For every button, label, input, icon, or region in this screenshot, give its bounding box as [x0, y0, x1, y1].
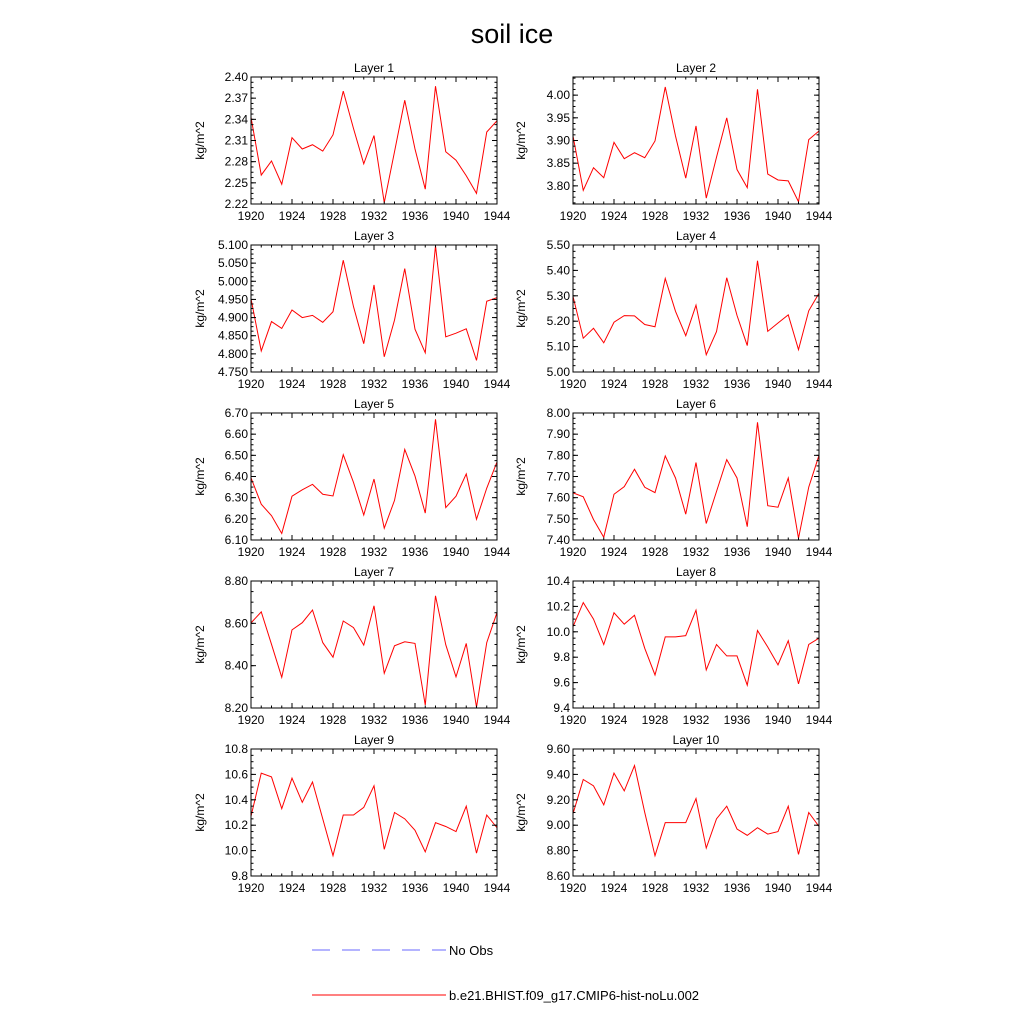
- x-tick-label: 1932: [682, 545, 710, 559]
- y-tick-label: 10.8: [224, 742, 248, 756]
- x-tick-label: 1928: [319, 881, 347, 895]
- x-tick-label: 1940: [442, 377, 470, 391]
- x-tick-label: 1944: [483, 881, 511, 895]
- plot-frame: [251, 581, 497, 708]
- x-tick-label: 1944: [805, 545, 833, 559]
- y-tick-label: 4.00: [546, 88, 570, 103]
- y-tick-label: 7.70: [546, 469, 570, 484]
- y-tick-label: 5.30: [546, 288, 570, 303]
- panel-layer-7: [193, 565, 511, 727]
- x-tick-label: 1936: [723, 713, 751, 727]
- y-tick-label: 4.750: [217, 365, 248, 379]
- x-tick-label: 1924: [600, 881, 628, 895]
- y-tick-label: 3.95: [546, 110, 570, 125]
- y-tick-label: 9.4: [553, 701, 570, 715]
- y-tick-label: 3.80: [546, 178, 570, 193]
- figure-title: soil ice: [470, 19, 554, 49]
- y-tick-label: 2.31: [224, 133, 248, 148]
- plot-frame: [251, 77, 497, 204]
- plot-frame: [251, 245, 497, 372]
- x-tick-label: 1924: [600, 377, 628, 391]
- y-tick-label: 5.00: [546, 365, 570, 379]
- x-tick-label: 1932: [360, 377, 388, 391]
- series-line: [573, 603, 819, 686]
- x-tick-label: 1940: [442, 713, 470, 727]
- y-tick-label: 2.28: [224, 154, 248, 169]
- x-tick-label: 1924: [600, 209, 628, 223]
- y-axis-label: kg/m^2: [514, 625, 528, 664]
- y-axis-label: kg/m^2: [193, 457, 207, 496]
- x-tick-label: 1920: [559, 377, 587, 391]
- x-tick-label: 1928: [319, 209, 347, 223]
- x-tick-label: 1920: [559, 881, 587, 895]
- y-tick-label: 8.20: [224, 701, 248, 715]
- x-tick-label: 1928: [641, 545, 669, 559]
- x-tick-label: 1920: [237, 377, 265, 391]
- series-line: [251, 419, 497, 533]
- x-tick-label: 1936: [401, 713, 429, 727]
- panel-title: Layer 6: [675, 397, 717, 411]
- panel-title: Layer 5: [353, 397, 395, 411]
- y-tick-label: 8.60: [224, 616, 248, 631]
- x-tick-label: 1936: [723, 209, 751, 223]
- panel-title: Layer 8: [675, 565, 717, 579]
- legend-label-model-run: b.e21.BHIST.f09_g17.CMIP6-hist-noLu.002: [449, 988, 700, 1003]
- y-tick-label: 9.60: [546, 742, 570, 756]
- panel-title: Layer 10: [672, 733, 720, 747]
- y-tick-label: 8.80: [546, 843, 570, 858]
- y-tick-label: 10.4: [224, 792, 248, 807]
- x-tick-label: 1920: [237, 209, 265, 223]
- x-tick-label: 1936: [723, 377, 751, 391]
- panel-title: Layer 9: [353, 733, 395, 747]
- y-tick-label: 10.4: [546, 574, 570, 588]
- x-tick-label: 1932: [682, 209, 710, 223]
- plot-frame: [573, 413, 819, 540]
- x-tick-label: 1932: [682, 881, 710, 895]
- panel-layer-5: [193, 397, 511, 559]
- y-tick-label: 2.40: [224, 70, 248, 84]
- x-tick-label: 1932: [682, 377, 710, 391]
- x-tick-label: 1944: [483, 545, 511, 559]
- y-axis-label: kg/m^2: [193, 289, 207, 328]
- x-tick-label: 1920: [559, 545, 587, 559]
- x-tick-label: 1940: [764, 377, 792, 391]
- series-line: [251, 86, 497, 202]
- legend: [312, 943, 699, 1003]
- panel-title: Layer 2: [675, 61, 717, 75]
- y-tick-label: 8.00: [546, 406, 570, 420]
- y-tick-label: 9.6: [553, 675, 570, 690]
- y-tick-label: 6.50: [224, 448, 248, 463]
- series-line: [251, 773, 497, 856]
- series-line: [573, 87, 819, 202]
- y-tick-label: 2.22: [224, 197, 248, 211]
- x-tick-label: 1928: [319, 545, 347, 559]
- x-tick-label: 1944: [483, 377, 511, 391]
- x-tick-label: 1920: [237, 881, 265, 895]
- y-tick-label: 4.900: [217, 310, 248, 325]
- y-tick-label: 5.50: [546, 238, 570, 252]
- panel-layer-3: [193, 229, 511, 391]
- x-tick-label: 1920: [237, 713, 265, 727]
- x-tick-label: 1928: [641, 209, 669, 223]
- x-tick-label: 1932: [360, 545, 388, 559]
- x-tick-label: 1924: [600, 545, 628, 559]
- y-tick-label: 10.0: [224, 843, 248, 858]
- y-tick-label: 4.950: [217, 292, 248, 307]
- y-tick-label: 8.40: [224, 658, 248, 673]
- y-tick-label: 2.34: [224, 112, 248, 127]
- y-tick-label: 9.20: [546, 792, 570, 807]
- x-tick-label: 1928: [319, 713, 347, 727]
- y-tick-label: 9.40: [546, 767, 570, 782]
- plot-frame: [573, 245, 819, 372]
- y-tick-label: 6.20: [224, 511, 248, 526]
- x-tick-label: 1940: [764, 713, 792, 727]
- x-tick-label: 1944: [805, 377, 833, 391]
- y-axis-label: kg/m^2: [193, 793, 207, 832]
- x-tick-label: 1932: [682, 713, 710, 727]
- y-tick-label: 7.80: [546, 448, 570, 463]
- x-tick-label: 1924: [278, 545, 306, 559]
- x-tick-label: 1932: [360, 881, 388, 895]
- y-tick-label: 6.60: [224, 427, 248, 442]
- y-tick-label: 5.000: [217, 274, 248, 289]
- x-tick-label: 1944: [805, 209, 833, 223]
- panel-layer-1: [193, 61, 511, 223]
- x-tick-label: 1936: [723, 545, 751, 559]
- x-tick-label: 1924: [278, 713, 306, 727]
- x-tick-label: 1936: [401, 545, 429, 559]
- y-tick-label: 10.2: [546, 599, 570, 614]
- y-axis-label: kg/m^2: [193, 625, 207, 664]
- y-tick-label: 7.40: [546, 533, 570, 547]
- x-tick-label: 1944: [483, 713, 511, 727]
- y-tick-label: 6.30: [224, 490, 248, 505]
- x-tick-label: 1940: [764, 545, 792, 559]
- y-tick-label: 2.37: [224, 91, 248, 106]
- x-tick-label: 1924: [600, 713, 628, 727]
- panel-layer-2: [514, 61, 833, 223]
- panel-layer-8: [514, 565, 833, 727]
- x-tick-label: 1936: [401, 377, 429, 391]
- y-tick-label: 9.8: [553, 650, 570, 665]
- plot-frame: [573, 581, 819, 708]
- y-tick-label: 3.85: [546, 156, 570, 171]
- legend-entry-no-obs: [312, 943, 494, 958]
- y-tick-label: 5.40: [546, 263, 570, 278]
- x-tick-label: 1940: [764, 881, 792, 895]
- x-tick-label: 1944: [805, 881, 833, 895]
- x-tick-label: 1932: [360, 209, 388, 223]
- x-tick-label: 1924: [278, 209, 306, 223]
- y-tick-label: 10.6: [224, 767, 248, 782]
- y-tick-label: 10.2: [224, 818, 248, 833]
- y-tick-label: 8.60: [546, 869, 570, 883]
- series-line: [573, 422, 819, 538]
- y-axis-label: kg/m^2: [514, 289, 528, 328]
- y-tick-label: 2.25: [224, 175, 248, 190]
- x-tick-label: 1928: [319, 377, 347, 391]
- x-tick-label: 1920: [559, 713, 587, 727]
- series-line: [251, 246, 497, 361]
- y-tick-label: 5.10: [546, 339, 570, 354]
- y-tick-label: 6.40: [224, 469, 248, 484]
- panel-layer-9: [193, 733, 511, 895]
- y-tick-label: 7.90: [546, 427, 570, 442]
- legend-entry-model-run: [312, 988, 699, 1003]
- plot-frame: [573, 77, 819, 204]
- y-tick-label: 9.00: [546, 818, 570, 833]
- plot-frame: [251, 749, 497, 876]
- panel-layer-4: [514, 229, 833, 391]
- y-axis-label: kg/m^2: [193, 121, 207, 160]
- y-axis-label: kg/m^2: [514, 457, 528, 496]
- panel-title: Layer 7: [353, 565, 395, 579]
- y-tick-label: 5.050: [217, 256, 248, 271]
- series-line: [251, 596, 497, 707]
- y-tick-label: 7.60: [546, 490, 570, 505]
- x-tick-label: 1944: [805, 713, 833, 727]
- x-tick-label: 1928: [641, 881, 669, 895]
- panel-layer-10: [514, 733, 833, 895]
- y-tick-label: 5.20: [546, 314, 570, 329]
- x-tick-label: 1928: [641, 713, 669, 727]
- y-tick-label: 8.80: [224, 574, 248, 588]
- panel-title: Layer 3: [353, 229, 395, 243]
- x-tick-label: 1928: [641, 377, 669, 391]
- x-tick-label: 1932: [360, 713, 388, 727]
- y-tick-label: 10.0: [546, 624, 570, 639]
- y-tick-label: 9.8: [231, 869, 248, 883]
- y-axis-label: kg/m^2: [514, 793, 528, 832]
- panel-title: Layer 1: [353, 61, 395, 75]
- x-tick-label: 1924: [278, 881, 306, 895]
- x-tick-label: 1940: [442, 209, 470, 223]
- y-tick-label: 6.70: [224, 406, 248, 420]
- y-tick-label: 4.850: [217, 328, 248, 343]
- y-tick-label: 6.10: [224, 533, 248, 547]
- series-line: [573, 766, 819, 856]
- x-tick-label: 1936: [723, 881, 751, 895]
- y-tick-label: 4.800: [217, 346, 248, 361]
- y-axis-label: kg/m^2: [514, 121, 528, 160]
- plot-frame: [251, 413, 497, 540]
- panel-title: Layer 4: [675, 229, 717, 243]
- x-tick-label: 1936: [401, 881, 429, 895]
- panel-layer-6: [514, 397, 833, 559]
- x-tick-label: 1940: [442, 545, 470, 559]
- y-tick-label: 3.90: [546, 133, 570, 148]
- x-tick-label: 1940: [442, 881, 470, 895]
- x-tick-label: 1936: [401, 209, 429, 223]
- series-line: [573, 261, 819, 355]
- plot-frame: [573, 749, 819, 876]
- x-tick-label: 1940: [764, 209, 792, 223]
- y-tick-label: 7.50: [546, 511, 570, 526]
- x-tick-label: 1924: [278, 377, 306, 391]
- panels: [193, 61, 833, 895]
- x-tick-label: 1944: [483, 209, 511, 223]
- x-tick-label: 1920: [237, 545, 265, 559]
- legend-label-no-obs: No Obs: [449, 943, 494, 958]
- y-tick-label: 5.100: [217, 238, 248, 252]
- x-tick-label: 1920: [559, 209, 587, 223]
